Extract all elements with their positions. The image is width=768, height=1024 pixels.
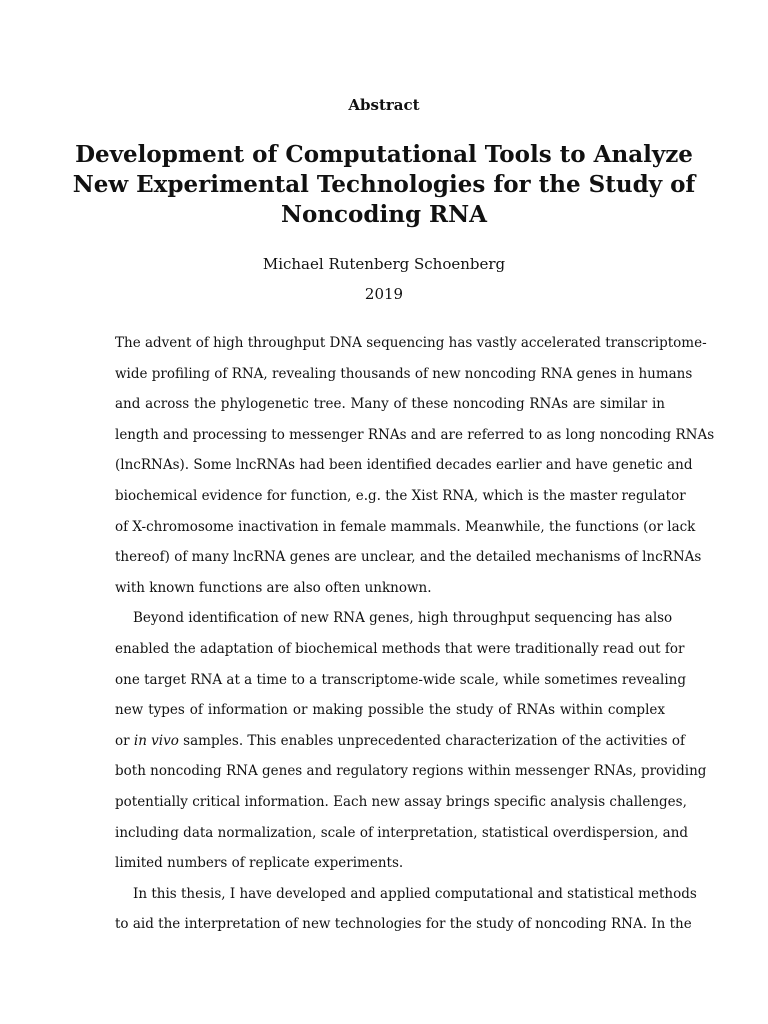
text-line: potentially critical information. Each new assay brings specific analysis challenges, <box>115 793 687 810</box>
document-title <box>0 140 768 230</box>
text-line: (lncRNAs). Some lncRNAs had been identified decades earlier and have genetic and <box>115 457 693 474</box>
paragraph-1 <box>115 328 715 603</box>
text-line: and across the phylogenetic tree. Many of these noncoding RNAs are similar in <box>115 396 665 413</box>
text-line: thereof) of many lncRNA genes are unclear, and the detailed mechanisms of lncRNAs <box>115 549 702 566</box>
text-fragment: or <box>115 732 134 749</box>
text-line: of X-chromosome inactivation in female mammals. Meanwhile, the functions (or lack <box>115 518 696 535</box>
paragraph-2 <box>115 603 707 878</box>
text-line: Beyond identification of new RNA genes, high throughput sequencing has also <box>133 610 673 627</box>
text-line: wide profiling of RNA, revealing thousands of new noncoding RNA genes in humans <box>115 365 693 382</box>
text-line: enabled the adaptation of biochemical methods that were traditionally read out for <box>115 640 685 657</box>
abstract-body <box>115 328 715 940</box>
text-line: new types of information or making possible the study of RNAs within complex <box>115 702 665 719</box>
publication-year: 2019 <box>364 285 404 303</box>
text-line: length and processing to messenger RNAs and are referred to as long noncoding RNAs <box>115 426 715 443</box>
text-line: The advent of high throughput DNA sequencing has vastly accelerated transcriptome- <box>115 335 707 351</box>
paragraph-3 <box>115 879 697 940</box>
text-line: with known functions are also often unknown. <box>115 579 432 596</box>
title-line: Development of Computational Tools to Analyze <box>75 141 693 168</box>
section-label: Abstract <box>348 96 420 114</box>
text-fragment: samples. This enables unprecedented characterization of the activities of <box>178 732 686 749</box>
text-line: In this thesis, I have developed and applied computational and statistical methods <box>133 885 697 902</box>
author-name: Michael Rutenberg Schoenberg <box>262 255 506 273</box>
title-line: New Experimental Technologies for the Study of <box>72 171 696 198</box>
text-line: both noncoding RNA genes and regulatory regions within messenger RNAs, providing <box>115 763 707 780</box>
text-line: including data normalization, scale of interpretation, statistical overdispersion, and <box>115 824 689 841</box>
text-line: biochemical evidence for function, e.g. the Xist RNA, which is the master regulator <box>115 487 686 504</box>
text-line-mixed <box>115 726 686 757</box>
text-line: limited numbers of replicate experiments. <box>115 855 404 872</box>
text-line: to aid the interpretation of new technologies for the study of noncoding RNA. In the <box>115 916 692 933</box>
italic-phrase: in vivo <box>133 732 179 749</box>
text-line: one target RNA at a time to a transcriptome-wide scale, while sometimes revealing <box>115 671 687 688</box>
title-line: Noncoding RNA <box>280 201 488 228</box>
